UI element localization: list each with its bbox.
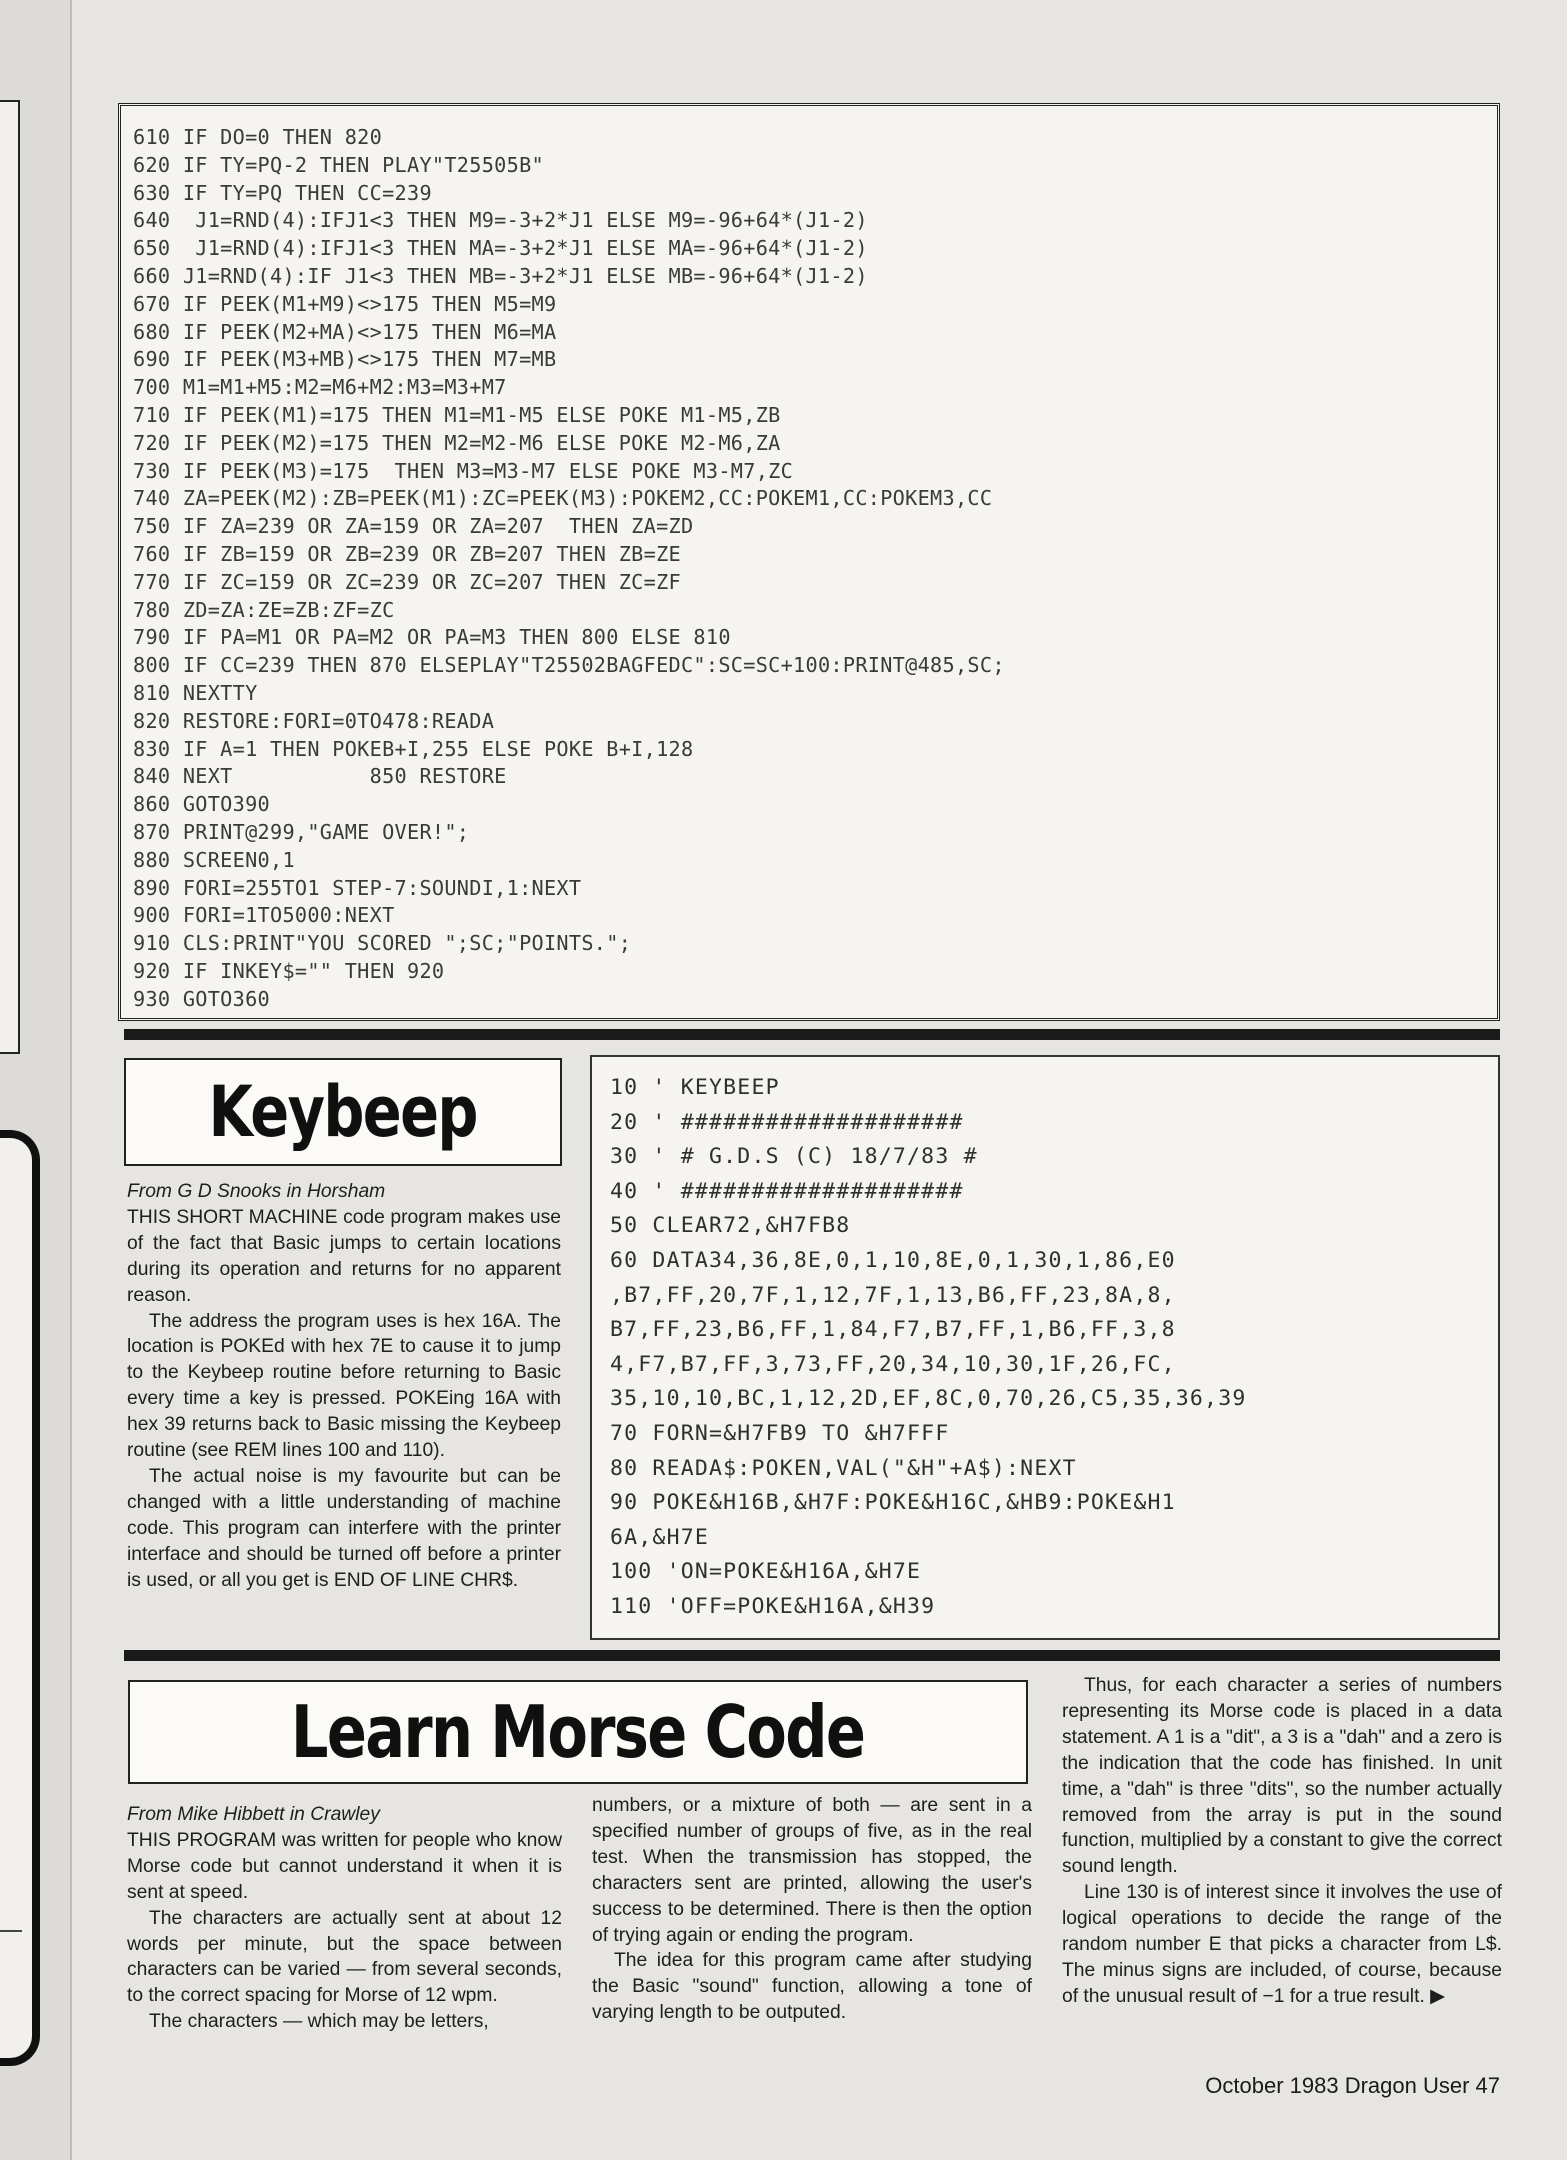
- top-listing-line: 760 IF ZB=159 OR ZB=239 OR ZB=207 THEN ZB=ZE: [133, 541, 681, 566]
- keybeep-paragraph: The address the program uses is hex 16A. The location is POKEd with hex 7E to cause it to jump to the Keybeep routine before returning to Basic every time a key is pressed. POKEing 16A with hex 39 returns back to Basic missing the Keybeep routine (see REM lines 100 and 110).: [127, 1310, 561, 1462]
- morse-column-3: [1062, 1673, 1502, 2010]
- keybeep-listing-line: 60 DATA34,36,8E,0,1,10,8E,0,1,30,1,86,E0: [610, 1247, 1176, 1273]
- top-program-listing: [118, 103, 1500, 1021]
- top-listing-line: 900 FORI=1TO5000:NEXT: [133, 903, 395, 928]
- top-listing-line: 750 IF ZA=239 OR ZA=159 OR ZA=207 THEN ZA=ZD: [133, 514, 694, 539]
- top-listing-line: 820 RESTORE:FORI=0TO478:READA: [133, 708, 495, 733]
- top-listing-line: 660 J1=RND(4):IF J1<3 THEN MB=-3+2*J1 ELSE MB=-96+64*(J1-2): [133, 263, 868, 288]
- top-listing-line: 800 IF CC=239 THEN 870 ELSEPLAY"T25502BAGFEDC":SC=SC+100:PRINT@485,SC;: [133, 653, 1005, 678]
- morse-paragraph: The characters are actually sent at about 12 words per minute, but the space between characters can be varied — from several seconds, to the correct spacing for Morse of 12 wpm.: [127, 1907, 562, 2007]
- morse-column-2: [592, 1793, 1032, 2026]
- keybeep-listing-code: [610, 1071, 1498, 1625]
- keybeep-listing-line: 80 READA$:POKEN,VAL("&H"+A$):NEXT: [610, 1455, 1077, 1481]
- keybeep-listing-line: 50 CLEAR72,&H7FB8: [610, 1213, 851, 1239]
- top-listing-line: 930 GOTO360: [133, 986, 270, 1011]
- morse-byline: From Mike Hibbett in Crawley: [127, 1804, 380, 1825]
- morse-paragraph: Thus, for each character a series of numbers representing its Morse code is placed in a data statement. A 1 is a "dit", a 3 is a "dah" and a zero is the indication that the code has finished. In unit time, a "dah" is three "dits", so the number actually removed from the array is put in the sound function, multiplied by a constant to give the correct sound length.: [1062, 1675, 1502, 1878]
- keybeep-listing-line: 20 ' ####################: [610, 1109, 964, 1135]
- top-listing-line: 690 IF PEEK(M3+MB)<>175 THEN M7=MB: [133, 347, 557, 372]
- morse-title-box: [128, 1680, 1028, 1784]
- keybeep-listing-line: 30 ' # G.D.S (C) 18/7/83 #: [610, 1144, 978, 1170]
- top-listing-line: 780 ZD=ZA:ZE=ZB:ZF=ZC: [133, 597, 395, 622]
- previous-page-box-edge: [0, 100, 20, 1054]
- previous-page-rule: [0, 1930, 22, 1932]
- keybeep-listing-line: 40 ' ####################: [610, 1178, 964, 1204]
- keybeep-title: Keybeep: [208, 1071, 478, 1153]
- section-divider-2: [124, 1650, 1500, 1661]
- keybeep-article: [127, 1179, 561, 1594]
- top-listing-line: 680 IF PEEK(M2+MA)<>175 THEN M6=MA: [133, 319, 557, 344]
- top-listing-line: 910 CLS:PRINT"YOU SCORED ";SC;"POINTS.";: [133, 931, 632, 956]
- top-listing-line: 670 IF PEEK(M1+M9)<>175 THEN M5=M9: [133, 291, 557, 316]
- keybeep-listing-line: 35,10,10,BC,1,12,2D,EF,8C,0,70,26,C5,35,36,39: [610, 1386, 1247, 1412]
- top-listing-code: [133, 124, 1497, 1014]
- morse-paragraph: THIS PROGRAM was written for people who know Morse code but cannot understand it when it is sent at speed.: [127, 1829, 562, 1903]
- keybeep-program-listing: [590, 1055, 1500, 1640]
- top-listing-line: 710 IF PEEK(M1)=175 THEN M1=M1-M5 ELSE POKE M1-M5,ZB: [133, 402, 781, 427]
- keybeep-byline: From G D Snooks in Horsham: [127, 1181, 386, 1202]
- keybeep-listing-line: B7,FF,23,B6,FF,1,84,F7,B7,FF,1,B6,FF,3,8: [610, 1317, 1176, 1343]
- keybeep-listing-line: 6A,&H7E: [610, 1524, 710, 1550]
- keybeep-listing-line: 4,F7,B7,FF,3,73,FF,20,34,10,30,1F,26,FC,: [610, 1351, 1176, 1377]
- top-listing-line: 720 IF PEEK(M2)=175 THEN M2=M2-M6 ELSE POKE M2-M6,ZA: [133, 430, 781, 455]
- keybeep-listing-line: ,B7,FF,20,7F,1,12,7F,1,13,B6,FF,23,8A,8,: [610, 1282, 1176, 1308]
- previous-page-rounded-box-edge: [0, 1130, 40, 2066]
- keybeep-listing-line: 110 'OFF=POKE&H16A,&H39: [610, 1593, 936, 1619]
- top-listing-line: 620 IF TY=PQ-2 THEN PLAY"T25505B": [133, 152, 544, 177]
- top-listing-line: 730 IF PEEK(M3)=175 THEN M3=M3-M7 ELSE POKE M3-M7,ZC: [133, 458, 794, 483]
- morse-paragraph: numbers, or a mixture of both — are sent in a specified number of groups of five, as in the real test. When the transmission has stopped, the characters sent are printed, allowing the user's success to be determined. There is then the option of trying again or ending the program.: [592, 1795, 1032, 1946]
- page-footer: October 1983 Dragon User 47: [1205, 2073, 1500, 2098]
- top-listing-line: 920 IF INKEY$="" THEN 920: [133, 958, 445, 983]
- keybeep-paragraph: The actual noise is my favourite but can be changed with a little understanding of machine code. This program can interfere with the printer interface and should be turned off before a printer is used, or all you get is END OF LINE CHR$.: [127, 1465, 561, 1591]
- morse-column-1: [127, 1802, 562, 2035]
- top-listing-line: 700 M1=M1+M5:M2=M6+M2:M3=M3+M7: [133, 375, 507, 400]
- section-divider-1: [124, 1029, 1500, 1040]
- top-listing-line: 790 IF PA=M1 OR PA=M2 OR PA=M3 THEN 800 ELSE 810: [133, 625, 731, 650]
- top-listing-line: 880 SCREEN0,1: [133, 847, 295, 872]
- top-listing-line: 890 FORI=255TO1 STEP-7:SOUNDI,1:NEXT: [133, 875, 582, 900]
- morse-paragraph: The idea for this program came after studying the Basic "sound" function, allowing a tone of varying length to be outputed.: [592, 1950, 1032, 2024]
- top-listing-line: 870 PRINT@299,"GAME OVER!";: [133, 819, 470, 844]
- keybeep-listing-line: 90 POKE&H16B,&H7F:POKE&H16C,&HB9:POKE&H1: [610, 1490, 1176, 1516]
- keybeep-title-box: [124, 1058, 562, 1166]
- top-listing-line: 650 J1=RND(4):IFJ1<3 THEN MA=-3+2*J1 ELSE MA=-96+64*(J1-2): [133, 236, 868, 261]
- top-listing-line: 830 IF A=1 THEN POKEB+I,255 ELSE POKE B+I,128: [133, 736, 694, 761]
- keybeep-listing-line: 10 ' KEYBEEP: [610, 1075, 780, 1100]
- morse-title: Learn Morse Code: [291, 1690, 865, 1774]
- top-listing-line: 610 IF DO=0 THEN 820: [133, 125, 383, 149]
- top-listing-line: 630 IF TY=PQ THEN CC=239: [133, 180, 432, 205]
- morse-paragraph: The characters — which may be letters,: [149, 2011, 489, 2033]
- top-listing-line: 640 J1=RND(4):IFJ1<3 THEN M9=-3+2*J1 ELSE M9=-96+64*(J1-2): [133, 208, 868, 233]
- top-listing-line: 840 NEXT 850 RESTORE: [133, 764, 507, 789]
- keybeep-paragraph: THIS SHORT MACHINE code program makes use of the fact that Basic jumps to certain locations during its operation and returns for no apparent reason.: [127, 1206, 561, 1306]
- top-listing-line: 810 NEXTTY: [133, 680, 258, 705]
- top-listing-line: 770 IF ZC=159 OR ZC=239 OR ZC=207 THEN ZC=ZF: [133, 569, 681, 594]
- keybeep-listing-line: 70 FORN=&H7FB9 TO &H7FFF: [610, 1420, 950, 1446]
- top-listing-line: 860 GOTO390: [133, 792, 270, 817]
- keybeep-listing-line: 100 'ON=POKE&H16A,&H7E: [610, 1559, 922, 1585]
- morse-paragraph: Line 130 is of interest since it involves the use of logical operations to decide the range of the random number E that picks a character from L$. The minus signs are included, of course, because of the unusual result of −1 for a true result. ▶: [1062, 1882, 1502, 2007]
- top-listing-line: 740 ZA=PEEK(M2):ZB=PEEK(M1):ZC=PEEK(M3):POKEM2,CC:POKEM1,CC:POKEM3,CC: [133, 486, 993, 511]
